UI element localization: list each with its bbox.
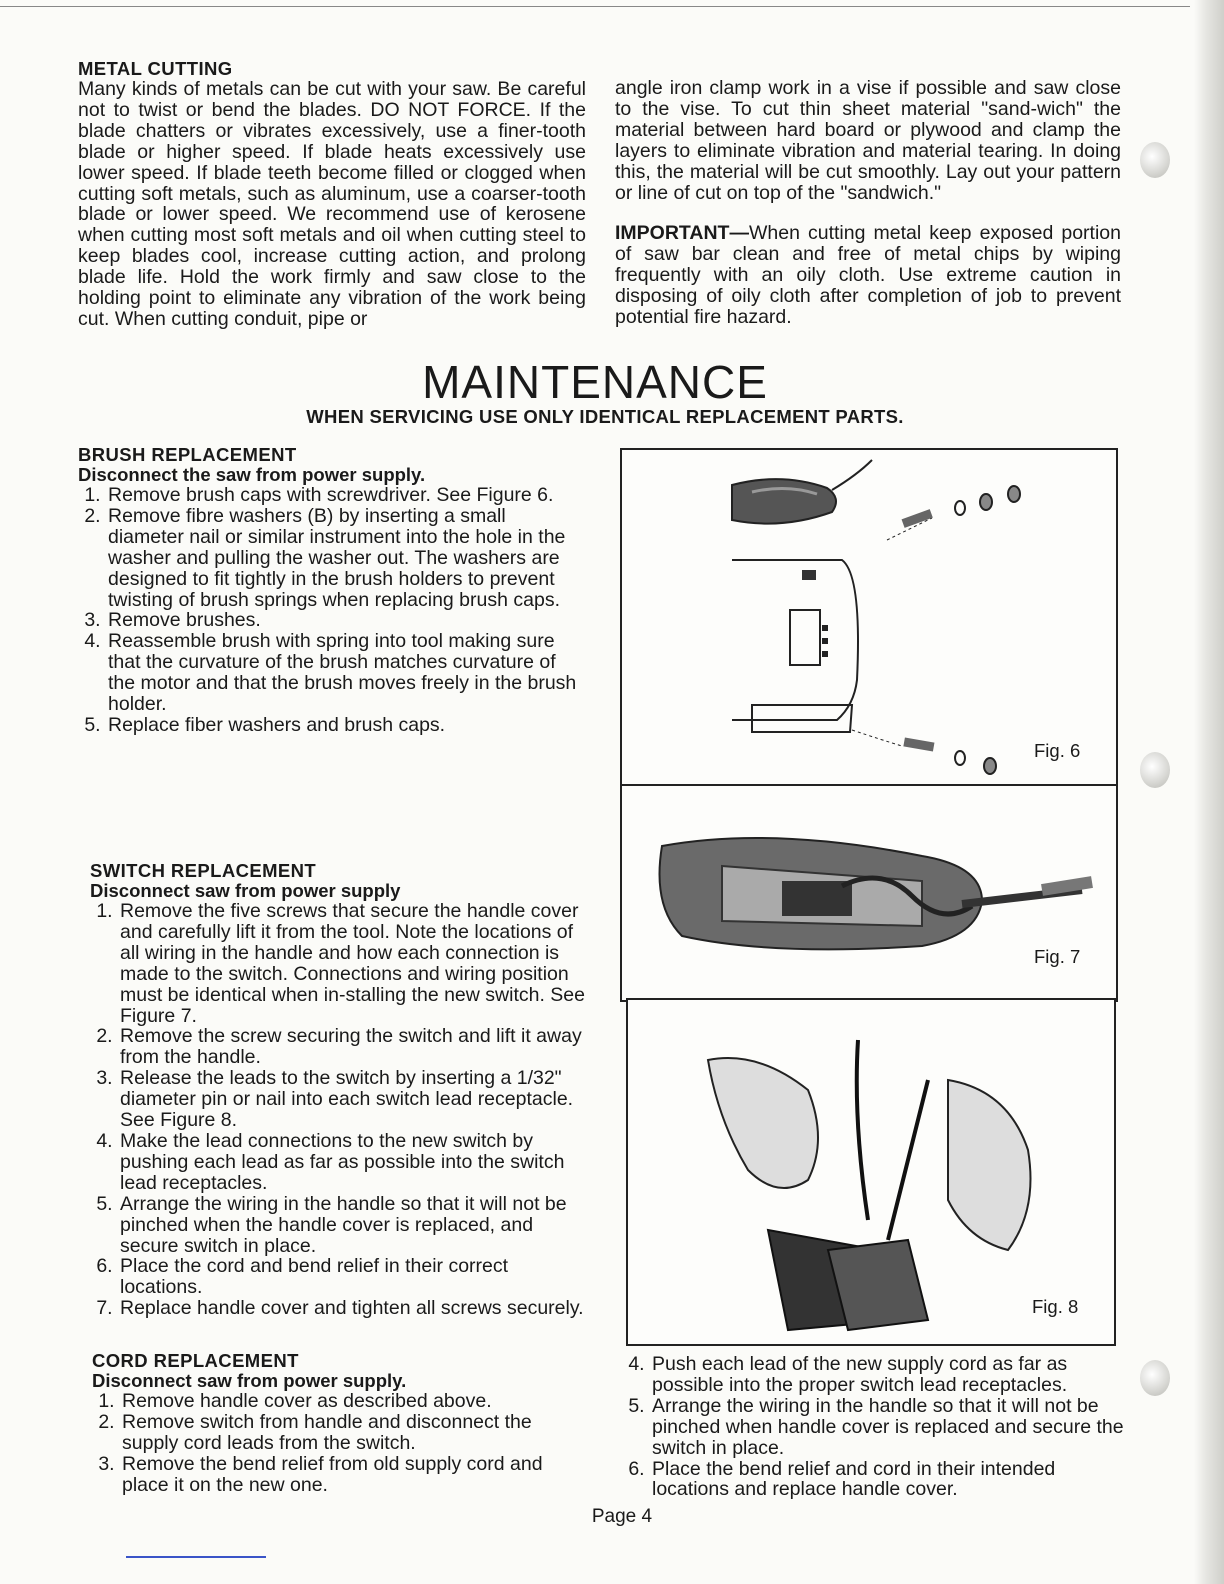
figure-6 [620, 448, 1118, 788]
important-note [615, 223, 1121, 328]
list-item: 1. Remove handle cover as described above. [120, 1391, 592, 1412]
figure-6-label: Fig. 6 [1034, 740, 1081, 761]
blue-mark [126, 1556, 266, 1558]
maintenance-title: MAINTENANCE [422, 356, 768, 408]
brush-replacement-heading: BRUSH REPLACEMENT [78, 444, 297, 465]
metal-cutting-body-continued: angle iron clamp work in a vise if possible and saw close to the vise. To cut thin sheet material "sand-wich" the material between hard board or plywood and clamp the layers to eliminate vibration and material tearing. In doing this, the material will be cut smoothly. Lay out your pattern or line of cut on top of the "sandwich." [615, 77, 1121, 204]
brush-replacement-warning: Disconnect the saw from power supply. [78, 464, 426, 485]
list-item: 3. Release the leads to the switch by inserting a 1/32" diameter pin or nail into each switch lead receptacle. See Figure 8. [118, 1068, 590, 1131]
metal-cutting-body: Many kinds of metals can be cut with your saw. Be careful not to twist or bend the blades. DO NOT FORCE. If the blade chatters or vibrates excessively, use a finer-tooth blade or higher speed. If blade heats excessively use lower speed. If blade teeth become filled or clogged when cutting soft metals, such as aluminum, use a coarser-tooth blade or lower speed. We recommend use of kerosene when cutting most soft metals and oil when cutting steel to keep blades cool, increase cutting action, and prolong blade life. Hold the work firmly and saw close to the holding point to eliminate any vibration of the work being cut. When cutting conduit, pipe or [78, 78, 586, 330]
switch-leads-photo [628, 1000, 1114, 1344]
binder-hole [1140, 752, 1170, 788]
maintenance-subtitle: WHEN SERVICING USE ONLY IDENTICAL REPLACEMENT PARTS. [306, 406, 904, 427]
binder-hole [1140, 142, 1170, 178]
important-label: IMPORTANT— [615, 222, 749, 245]
brush-replacement-steps [78, 485, 580, 736]
top-rule [0, 6, 1190, 7]
cord-replacement-steps-continued [622, 1354, 1128, 1500]
binder-hole [1140, 1360, 1170, 1396]
figure-8-label: Fig. 8 [1032, 1296, 1079, 1317]
figure-8 [626, 998, 1116, 1346]
list-item: 5. Arrange the wiring in the handle so that it will not be pinched when handle cover is replaced and secure the switch in place. [650, 1396, 1128, 1459]
switch-replacement-heading: SWITCH REPLACEMENT [90, 860, 317, 881]
list-item: 4. Make the lead connections to the new switch by pushing each lead as far as possible into the switch lead receptacles. [118, 1131, 590, 1194]
list-item: 7. Replace handle cover and tighten all screws securely. [118, 1298, 590, 1319]
figure-7-label: Fig. 7 [1034, 946, 1081, 967]
metal-cutting-heading: METAL CUTTING [78, 58, 233, 79]
list-item: 5. Replace fiber washers and brush caps. [106, 715, 580, 736]
brush-replacement-section [78, 444, 580, 736]
list-item: 3. Remove brushes. [106, 610, 580, 631]
metal-cutting-continued [615, 78, 1121, 328]
switch-replacement-steps [90, 901, 590, 1319]
switch-replacement-section [90, 860, 590, 1319]
cord-replacement-steps [92, 1391, 592, 1496]
list-item: 6. Place the bend relief and cord in their intended locations and replace handle cover. [650, 1459, 1128, 1501]
list-item: 2. Remove the screw securing the switch and lift it away from the handle. [118, 1026, 590, 1068]
list-item: 3. Remove the bend relief from old supply cord and place it on the new one. [120, 1454, 592, 1496]
page-number: Page 4 [591, 1506, 653, 1527]
metal-cutting-section [78, 58, 586, 330]
list-item: 1. Remove the five screws that secure the handle cover and carefully lift it from the tool. Note the locations of all wiring in the handle and how each connection is made to the switch. Connections and wiring position must be identical when in-stalling the new switch. See Figure 7. [118, 901, 590, 1026]
list-item: 2. Remove switch from handle and disconnect the supply cord leads from the switch. [120, 1412, 592, 1454]
switch-replacement-warning: Disconnect saw from power supply [90, 880, 401, 901]
figure-7 [620, 784, 1118, 1002]
list-item: 4. Push each lead of the new supply cord as far as possible into the proper switch lead receptacles. [650, 1354, 1128, 1396]
saw-brush-diagram [622, 450, 1116, 786]
list-item: 2. Remove fibre washers (B) by inserting a small diameter nail or similar instrument into the hole in the washer and pulling the washer out. The washers are designed to fit tightly in the brush holders to prevent twisting of brush springs when replacing brush caps. [106, 506, 580, 611]
important-text: When cutting metal keep exposed portion of saw bar clean and free of metal chips by wiping frequently with an oily cloth. Use extreme caution in disposing of oily cloth after completion of job to prevent potential fire hazard. [615, 222, 1121, 329]
list-item: 1. Remove brush caps with screwdriver. See Figure 6. [106, 485, 580, 506]
list-item: 5. Arrange the wiring in the handle so that it will not be pinched when the handle cover is replaced, and secure switch in place. [118, 1194, 590, 1257]
cord-replacement-warning: Disconnect saw from power supply. [92, 1370, 407, 1391]
cord-replacement-heading: CORD REPLACEMENT [92, 1350, 299, 1371]
cord-replacement-section [92, 1350, 592, 1496]
scan-edge [1194, 0, 1224, 1584]
list-item: 6. Place the cord and bend relief in their correct locations. [118, 1256, 590, 1298]
cord-replacement-continued [622, 1354, 1128, 1500]
list-item: 4. Reassemble brush with spring into tool making sure that the curvature of the brush matches curvature of the motor and that the brush moves freely in the brush holder. [106, 631, 580, 715]
